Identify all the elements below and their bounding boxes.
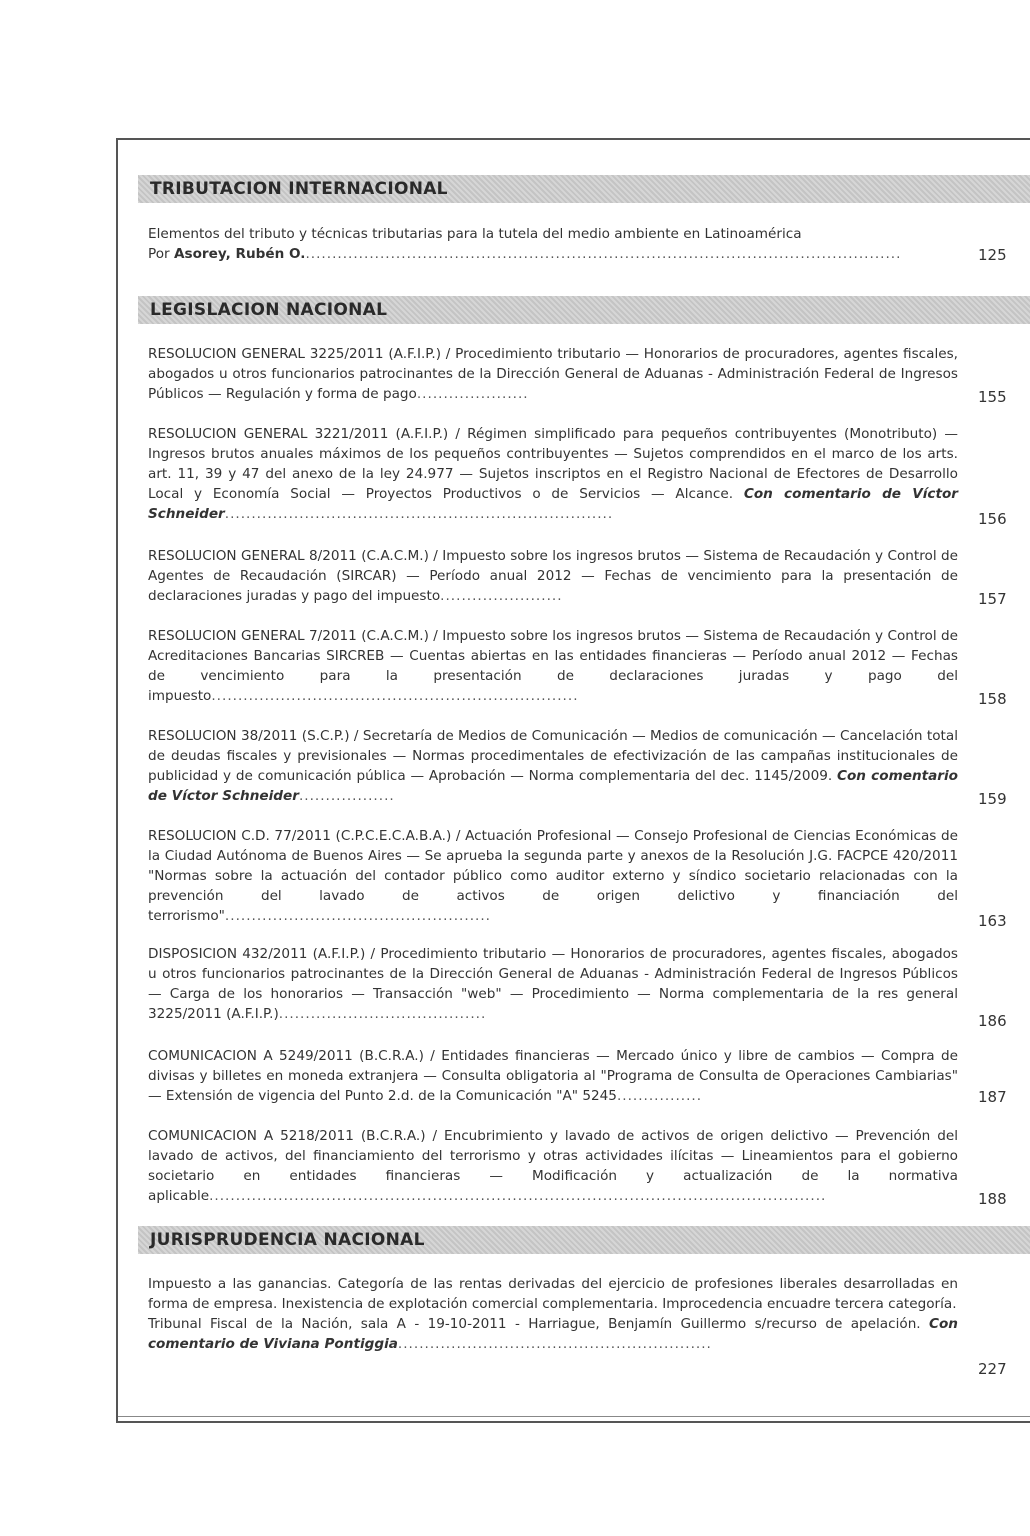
page-number: 157: [978, 590, 1007, 608]
entry-text: RESOLUCION C.D. 77/2011 (C.P.C.E.C.A.B.A.) / Actuación Profesional — Consejo Profesional de Ciencias Económicas de la Ciudad Autónoma de Buenos Aires — Se aprueba la segunda parte y anexos de la Resolución J.G. FACPCE 420/2011 "Normas sobre la actuación del contador público como auditor externo y síndico societario relacionadas con la prevención del lavado de activos de origen delictivo y financiación del terrorismo": [148, 828, 958, 924]
dot-leader: ...........................................................: [397, 1336, 712, 1352]
dot-leader: .....................................................................: [211, 688, 579, 704]
section-header-legislacion-nacional: [138, 296, 1030, 324]
page-number: 227: [978, 1360, 1007, 1378]
entry-text: RESOLUCION GENERAL 8/2011 (C.A.C.M.) / Impuesto sobre los ingresos brutos — Sistema de Recaudación y Control de Agentes de Recaudación (SIRCAR) — Período anual 2012 — Fechas de vencimiento para la presentación de declaraciones juradas y pago del impuesto: [148, 548, 958, 604]
dot-leader: .....................: [416, 386, 529, 402]
entry-text: RESOLUCION GENERAL 3221/2011 (A.F.I.P.) / Régimen simplificado para pequeños contribuyentes (Monotributo) — Ingresos brutos anuales máximos de los pequeños contribuyentes — Sujetos comprendidos en el marco de los arts. art. 11, 39 y 47 del anexo de la ley 24.977 — Sujetos inscriptos en el Registro Nacional de Efectores de Desarrollo Local y Economía Social — Proyectos Productivos o de Servicios — Alcance.: [148, 426, 958, 502]
entry-text: Elementos del tributo y técnicas tributarias para la tutela del medio ambiente en Latinoamérica: [148, 226, 802, 242]
toc-entry[interactable]: [148, 224, 958, 264]
page-number: 159: [978, 790, 1007, 808]
toc-entry[interactable]: [148, 1126, 958, 1206]
dot-leader: .......................: [440, 588, 563, 604]
entry-text: COMUNICACION A 5218/2011 (B.C.R.A.) / Encubrimiento y lavado de activos de origen delictivo — Prevención del lavado de activos, del financiamiento del terrorismo y otras actividades ilícitas — Lineamientos para el gobierno societario en entidades financieras — Modificación y actualización de la normativa aplicable: [148, 1128, 958, 1204]
entry-text: RESOLUCION 38/2011 (S.C.P.) / Secretaría de Medios de Comunicación — Medios de comunicación — Cancelación total de deudas fiscales y previsionales — Normas procedimentales de efectivización de las campañas institucionales de publicidad y de comunicación pública — Aprobación — Norma complementaria del dec. 1145/2009.: [148, 728, 958, 784]
entry-author: Asorey, Rubén O.: [173, 246, 306, 262]
entry-comment: Con comentario de Víctor Schneider: [148, 486, 958, 522]
dot-leader: ..................................................: [224, 908, 491, 924]
toc-entry[interactable]: [148, 424, 958, 524]
section-title: TRIBUTACION INTERNACIONAL: [150, 179, 448, 199]
entry-text: COMUNICACION A 5249/2011 (B.C.R.A.) / Entidades financieras — Mercado único y libre de cambios — Compra de divisas y billetes en moneda extranjera — Consulta obligatoria al "Programa de Consulta de Operaciones Cambiarias" — Extensión de vigencia del Punto 2.d. de la Comunicación "A" 5245: [148, 1048, 958, 1104]
toc-entry[interactable]: [148, 344, 958, 404]
toc-entry[interactable]: [148, 944, 958, 1024]
dot-leader: ................................................................................................................: [305, 246, 902, 262]
entry-comment: Con comentario de Viviana Pontiggia: [148, 1316, 958, 1352]
toc-entry[interactable]: [148, 1274, 958, 1354]
section-title: JURISPRUDENCIA NACIONAL: [150, 1230, 425, 1250]
bottom-rule: [118, 1416, 1030, 1417]
page-number: 155: [978, 388, 1007, 406]
entry-text: Impuesto a las ganancias. Categoría de las rentas derivadas del ejercicio de profesiones liberales desarrolladas en forma de empresa. Inexistencia de explotación comercial complementaria. Improcedencia encuadre tercera categoría.: [148, 1276, 958, 1312]
toc-entry[interactable]: [148, 546, 958, 606]
entry-text: RESOLUCION GENERAL 7/2011 (C.A.C.M.) / Impuesto sobre los ingresos brutos — Sistema de Recaudación y Control de Acreditaciones Bancarias SIRCREB — Cuentas abiertas en las entidades financieras — Período anual 2012 — Fechas de vencimiento para la presentación de declaraciones juradas y pago del impuesto: [148, 628, 958, 704]
page-number: 188: [978, 1190, 1007, 1208]
page-number: 186: [978, 1012, 1007, 1030]
page-number: 158: [978, 690, 1007, 708]
toc-entry[interactable]: [148, 826, 958, 926]
entry-text: RESOLUCION GENERAL 3225/2011 (A.F.I.P.) / Procedimiento tributario — Honorarios de procuradores, agentes fiscales, abogados u otros funcionarios patrocinantes de la Dirección General de Aduanas - Administración Federal de Ingresos Públicos — Regulación y forma de pago: [148, 346, 958, 402]
author-prefix: Por: [148, 246, 174, 262]
entry-comment: Con comentario de Víctor Schneider: [148, 768, 958, 804]
entry-text: DISPOSICION 432/2011 (A.F.I.P.) / Procedimiento tributario — Honorarios de procuradores, agentes fiscales, abogados u otros funcionarios patrocinantes de la Dirección General de Aduanas - Administración Federal de Ingresos Públicos — Carga de los honorarios — Transacción "web" — Procedimiento — Norma complementaria de la res general 3225/2011 (A.F.I.P.): [148, 946, 958, 1022]
dot-leader: ..................: [298, 788, 395, 804]
toc-entry[interactable]: [148, 626, 958, 706]
dot-leader: ....................................................................................................................: [209, 1188, 827, 1204]
dot-leader: .......................................: [278, 1006, 487, 1022]
dot-leader: .........................................................................: [224, 506, 614, 522]
page-number: 187: [978, 1088, 1007, 1106]
page-number: 163: [978, 912, 1007, 930]
section-title: LEGISLACION NACIONAL: [150, 300, 388, 320]
toc-entry[interactable]: [148, 1046, 958, 1106]
section-header-tributacion-internacional: [138, 175, 1030, 203]
page-number: 156: [978, 510, 1007, 528]
entry-source: Tribunal Fiscal de la Nación, sala A - 19-10-2011 - Harriague, Benjamín Guillermo s/recurso de apelación.: [148, 1316, 921, 1332]
dot-leader: ................: [616, 1088, 703, 1104]
toc-entry[interactable]: [148, 726, 958, 806]
page-number: 125: [978, 246, 1007, 264]
section-header-jurisprudencia-nacional: [138, 1226, 1030, 1254]
